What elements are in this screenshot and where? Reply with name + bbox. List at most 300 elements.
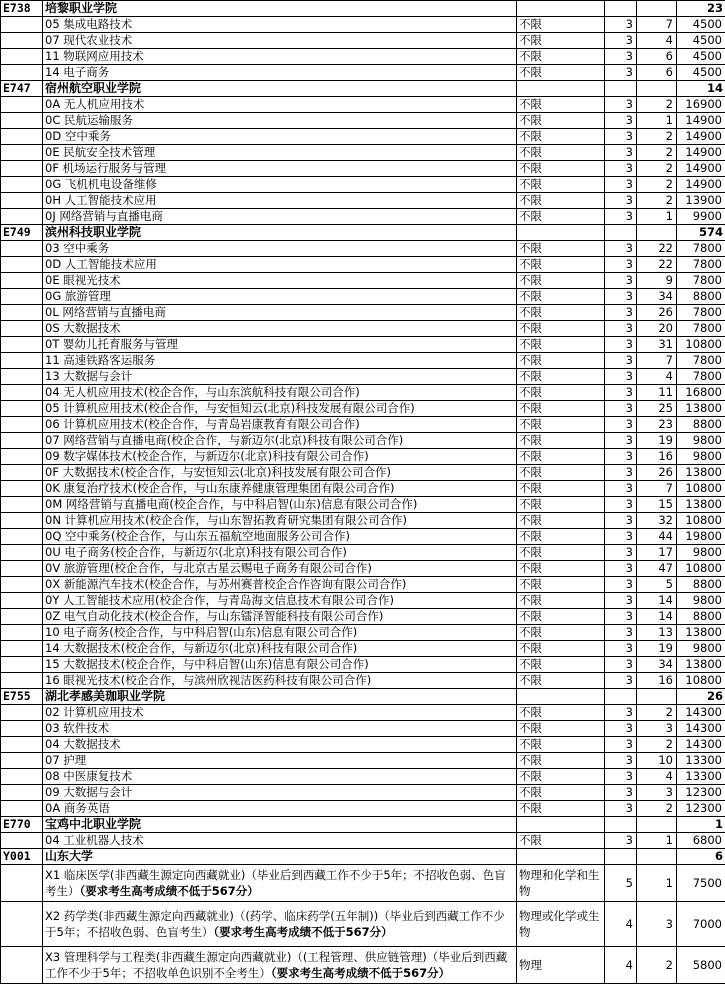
major-name: 14 大数据技术(校企合作，与新迈尔(北京)科技有限公司合作) xyxy=(43,641,517,657)
study-years: 3 xyxy=(605,721,637,737)
major-row xyxy=(1,609,725,625)
major-row xyxy=(1,529,725,545)
school-code: E738 xyxy=(1,1,43,17)
plan-count: 3 xyxy=(637,902,677,947)
major-name: X1 临床医学(非西藏生源定向西藏就业)（毕业后到西藏工作不少于5年；不招收色弱、色盲考生） xyxy=(45,868,506,898)
plan-count: 20 xyxy=(637,321,677,337)
subject-requirement: 不限 xyxy=(517,593,605,609)
major-code-blank xyxy=(1,145,43,161)
major-name: 09 大数据与会计 xyxy=(43,785,517,801)
tuition-fee: 9800 xyxy=(677,433,725,449)
major-code-blank xyxy=(1,33,43,49)
school-total: 574 xyxy=(677,225,725,241)
study-years: 3 xyxy=(605,17,637,33)
major-row xyxy=(1,33,725,49)
plan-count: 13 xyxy=(637,625,677,641)
major-row xyxy=(1,673,725,689)
tuition-fee: 10800 xyxy=(677,481,725,497)
major-name: 04 大数据技术 xyxy=(43,737,517,753)
school-row xyxy=(1,849,725,865)
major-name-cell xyxy=(43,865,517,902)
school-years-blank xyxy=(605,81,637,97)
major-code-blank xyxy=(1,561,43,577)
subject-requirement: 不限 xyxy=(517,481,605,497)
major-code-blank xyxy=(1,337,43,353)
tuition-fee: 7800 xyxy=(677,369,725,385)
major-name: 0E 民航安全技术管理 xyxy=(43,145,517,161)
study-years: 3 xyxy=(605,785,637,801)
plan-count: 7 xyxy=(637,481,677,497)
major-name: 03 软件技术 xyxy=(43,721,517,737)
major-row xyxy=(1,177,725,193)
major-row xyxy=(1,865,725,902)
major-row xyxy=(1,625,725,641)
plan-count: 19 xyxy=(637,433,677,449)
plan-count: 6 xyxy=(637,65,677,81)
major-name: 0Q 空中乘务(校企合作，与山东五福航空地面服务公司合作) xyxy=(43,529,517,545)
plan-count: 25 xyxy=(637,401,677,417)
plan-count: 17 xyxy=(637,545,677,561)
subject-requirement: 不限 xyxy=(517,337,605,353)
major-name: 0F 机场运行服务与管理 xyxy=(43,161,517,177)
major-name: 0T 婴幼儿托育服务与管理 xyxy=(43,337,517,353)
study-years: 3 xyxy=(605,449,637,465)
plan-count: 2 xyxy=(637,177,677,193)
major-name-cell xyxy=(43,902,517,947)
subject-requirement: 不限 xyxy=(517,769,605,785)
tuition-fee: 9900 xyxy=(677,209,725,225)
tuition-fee: 12300 xyxy=(677,785,725,801)
major-row xyxy=(1,947,725,984)
study-years: 3 xyxy=(605,209,637,225)
major-code-blank xyxy=(1,721,43,737)
study-years: 3 xyxy=(605,401,637,417)
major-row xyxy=(1,465,725,481)
plan-count: 3 xyxy=(637,785,677,801)
subject-requirement: 不限 xyxy=(517,193,605,209)
study-years: 3 xyxy=(605,353,637,369)
study-years: 3 xyxy=(605,145,637,161)
study-years: 3 xyxy=(605,113,637,129)
subject-requirement: 不限 xyxy=(517,449,605,465)
tuition-fee: 16800 xyxy=(677,385,725,401)
school-code: E749 xyxy=(1,225,43,241)
school-name: 培黎职业学院 xyxy=(43,1,517,17)
study-years: 3 xyxy=(605,257,637,273)
tuition-fee: 8800 xyxy=(677,577,725,593)
school-name: 宝鸡中北职业学院 xyxy=(43,817,517,833)
plan-count: 4 xyxy=(637,369,677,385)
tuition-fee: 14900 xyxy=(677,113,725,129)
major-code-blank xyxy=(1,161,43,177)
tuition-fee: 14900 xyxy=(677,145,725,161)
plan-count: 44 xyxy=(637,529,677,545)
school-row xyxy=(1,81,725,97)
major-row xyxy=(1,705,725,721)
tuition-fee: 13900 xyxy=(677,193,725,209)
subject-requirement: 物理和化学和生物 xyxy=(517,865,605,902)
major-name: 0G 旅游管理 xyxy=(43,289,517,305)
study-years: 3 xyxy=(605,65,637,81)
major-code-blank xyxy=(1,193,43,209)
study-years: 3 xyxy=(605,273,637,289)
major-code-blank xyxy=(1,785,43,801)
study-years: 3 xyxy=(605,513,637,529)
major-code-blank xyxy=(1,113,43,129)
major-name: 0G 飞机机电设备维修 xyxy=(43,177,517,193)
major-name: 0N 计算机应用技术(校企合作，与山东智拓教育研究集团有限公司合作) xyxy=(43,513,517,529)
major-code-blank xyxy=(1,305,43,321)
subject-requirement: 不限 xyxy=(517,417,605,433)
study-years: 3 xyxy=(605,433,637,449)
major-code-blank xyxy=(1,177,43,193)
major-code-blank xyxy=(1,737,43,753)
school-code: Y001 xyxy=(1,849,43,865)
study-years: 3 xyxy=(605,609,637,625)
major-name: 08 中医康复技术 xyxy=(43,769,517,785)
major-name: 0F 大数据技术(校企合作，与安恒知云(北京)科技发展有限公司合作) xyxy=(43,465,517,481)
tuition-fee: 7800 xyxy=(677,273,725,289)
major-code-blank xyxy=(1,17,43,33)
school-years-blank xyxy=(605,849,637,865)
plan-count: 10 xyxy=(637,753,677,769)
major-code-blank xyxy=(1,353,43,369)
major-name: 09 数字媒体技术(校企合作，与新迈尔(北京)科技有限公司合作) xyxy=(43,449,517,465)
plan-count: 1 xyxy=(637,209,677,225)
major-code-blank xyxy=(1,545,43,561)
study-years: 3 xyxy=(605,625,637,641)
major-name: 04 无人机应用技术(校企合作，与山东滨航科技有限公司合作) xyxy=(43,385,517,401)
subject-requirement: 不限 xyxy=(517,273,605,289)
school-row xyxy=(1,689,725,705)
plan-count: 15 xyxy=(637,497,677,513)
plan-count: 2 xyxy=(637,129,677,145)
subject-requirement: 不限 xyxy=(517,513,605,529)
major-code-blank xyxy=(1,609,43,625)
study-years: 3 xyxy=(605,417,637,433)
subject-requirement: 不限 xyxy=(517,801,605,817)
major-row xyxy=(1,209,725,225)
major-code-blank xyxy=(1,529,43,545)
study-years: 3 xyxy=(605,129,637,145)
subject-requirement: 不限 xyxy=(517,721,605,737)
school-total: 23 xyxy=(677,1,725,17)
major-name: 0D 人工智能技术应用 xyxy=(43,257,517,273)
plan-count: 1 xyxy=(637,865,677,902)
major-code-blank xyxy=(1,49,43,65)
study-years: 3 xyxy=(605,321,637,337)
plan-count: 2 xyxy=(637,193,677,209)
school-years-blank xyxy=(605,225,637,241)
subject-requirement: 不限 xyxy=(517,65,605,81)
tuition-fee: 16900 xyxy=(677,97,725,113)
major-row xyxy=(1,369,725,385)
study-years: 3 xyxy=(605,97,637,113)
plan-count: 22 xyxy=(637,257,677,273)
subject-requirement: 不限 xyxy=(517,785,605,801)
plan-count: 2 xyxy=(637,947,677,984)
study-years: 3 xyxy=(605,369,637,385)
major-code-blank xyxy=(1,369,43,385)
subject-requirement: 不限 xyxy=(517,705,605,721)
tuition-fee: 9800 xyxy=(677,449,725,465)
major-row xyxy=(1,449,725,465)
plan-count: 1 xyxy=(637,833,677,849)
study-years: 3 xyxy=(605,497,637,513)
school-plan-blank xyxy=(637,1,677,17)
subject-requirement: 不限 xyxy=(517,257,605,273)
subject-requirement: 不限 xyxy=(517,753,605,769)
tuition-fee: 8800 xyxy=(677,417,725,433)
major-name: 13 大数据与会计 xyxy=(43,369,517,385)
subject-requirement: 不限 xyxy=(517,177,605,193)
plan-count: 14 xyxy=(637,593,677,609)
major-name: 05 集成电路技术 xyxy=(43,17,517,33)
major-name: 0V 旅游管理(校企合作，与北京古星云赐电子商务有限公司合作) xyxy=(43,561,517,577)
plan-count: 2 xyxy=(637,145,677,161)
major-row xyxy=(1,577,725,593)
tuition-fee: 8800 xyxy=(677,289,725,305)
major-code-blank xyxy=(1,289,43,305)
subject-requirement: 不限 xyxy=(517,561,605,577)
plan-count: 2 xyxy=(637,737,677,753)
study-years: 4 xyxy=(605,947,637,984)
plan-count: 22 xyxy=(637,241,677,257)
major-code-blank xyxy=(1,593,43,609)
major-name: X3 管理科学与工程类(非西藏生源定向西藏就业)（(工程管理、供应链管理)（毕业后到西藏工作不少于5年；不招收单色识别不全考生） xyxy=(45,950,508,980)
tuition-fee: 7800 xyxy=(677,353,725,369)
major-name: 0M 网络营销与直播电商(校企合作，与中科启智(山东)信息有限公司合作) xyxy=(43,497,517,513)
school-plan-blank xyxy=(637,817,677,833)
school-req-blank xyxy=(517,225,605,241)
major-row xyxy=(1,657,725,673)
study-years: 3 xyxy=(605,833,637,849)
subject-requirement: 不限 xyxy=(517,833,605,849)
study-years: 3 xyxy=(605,49,637,65)
major-name: 16 眼视光技术(校企合作，与滨州欣视洁医药科技有限公司合作) xyxy=(43,673,517,689)
major-code-blank xyxy=(1,625,43,641)
school-code: E770 xyxy=(1,817,43,833)
major-row xyxy=(1,401,725,417)
study-years: 3 xyxy=(605,657,637,673)
major-code-blank xyxy=(1,321,43,337)
major-row xyxy=(1,545,725,561)
tuition-fee: 13800 xyxy=(677,497,725,513)
plan-count: 5 xyxy=(637,577,677,593)
school-name: 宿州航空职业学院 xyxy=(43,81,517,97)
subject-requirement: 不限 xyxy=(517,497,605,513)
major-row xyxy=(1,145,725,161)
tuition-fee: 14900 xyxy=(677,177,725,193)
school-name: 山东大学 xyxy=(43,849,517,865)
subject-requirement: 不限 xyxy=(517,129,605,145)
major-code-blank xyxy=(1,769,43,785)
study-years: 3 xyxy=(605,529,637,545)
study-years: 3 xyxy=(605,33,637,49)
subject-requirement: 不限 xyxy=(517,369,605,385)
plan-count: 1 xyxy=(637,113,677,129)
school-total: 26 xyxy=(677,689,725,705)
major-name: 0A 商务英语 xyxy=(43,801,517,817)
plan-count: 2 xyxy=(637,705,677,721)
major-name: 07 现代农业技术 xyxy=(43,33,517,49)
school-req-blank xyxy=(517,81,605,97)
subject-requirement: 不限 xyxy=(517,385,605,401)
major-name: 0L 网络营销与直播电商 xyxy=(43,305,517,321)
major-code-blank xyxy=(1,801,43,817)
major-name: 0K 康复治疗技术(校企合作，与山东康养健康管理集团有限公司合作) xyxy=(43,481,517,497)
school-req-blank xyxy=(517,689,605,705)
plan-count: 31 xyxy=(637,337,677,353)
tuition-fee: 9800 xyxy=(677,545,725,561)
tuition-fee: 14300 xyxy=(677,737,725,753)
major-name: 0U 电子商务(校企合作，与新迈尔(北京)科技有限公司合作) xyxy=(43,545,517,561)
plan-count: 14 xyxy=(637,609,677,625)
tuition-fee: 10800 xyxy=(677,561,725,577)
major-row xyxy=(1,833,725,849)
tuition-fee: 14900 xyxy=(677,161,725,177)
school-total: 1 xyxy=(677,817,725,833)
plan-count: 34 xyxy=(637,657,677,673)
subject-requirement: 不限 xyxy=(517,673,605,689)
major-name: 07 网络营销与直播电商(校企合作，与新迈尔(北京)科技有限公司合作) xyxy=(43,433,517,449)
school-years-blank xyxy=(605,1,637,17)
major-row xyxy=(1,321,725,337)
study-years: 3 xyxy=(605,193,637,209)
study-years: 3 xyxy=(605,561,637,577)
major-name: 07 护理 xyxy=(43,753,517,769)
major-name: 0E 眼视光技术 xyxy=(43,273,517,289)
subject-requirement: 不限 xyxy=(517,609,605,625)
major-row xyxy=(1,193,725,209)
major-row xyxy=(1,801,725,817)
subject-requirement: 不限 xyxy=(517,433,605,449)
major-name: 02 计算机应用技术 xyxy=(43,705,517,721)
subject-requirement: 不限 xyxy=(517,625,605,641)
tuition-fee: 4500 xyxy=(677,17,725,33)
study-years: 3 xyxy=(605,241,637,257)
subject-requirement: 不限 xyxy=(517,17,605,33)
plan-count: 11 xyxy=(637,385,677,401)
major-name-cell xyxy=(43,947,517,984)
major-name: 15 大数据技术(校企合作，与中科启智(山东)信息有限公司合作) xyxy=(43,657,517,673)
study-years: 3 xyxy=(605,177,637,193)
major-code-blank xyxy=(1,753,43,769)
major-row xyxy=(1,273,725,289)
major-code-blank xyxy=(1,433,43,449)
tuition-fee: 13300 xyxy=(677,769,725,785)
plan-count: 2 xyxy=(637,161,677,177)
major-row xyxy=(1,721,725,737)
major-name: 0C 民航运输服务 xyxy=(43,113,517,129)
major-row xyxy=(1,497,725,513)
major-row xyxy=(1,641,725,657)
school-req-blank xyxy=(517,849,605,865)
tuition-fee: 5800 xyxy=(677,947,725,984)
school-name: 滨州科技职业学院 xyxy=(43,225,517,241)
major-code-blank xyxy=(1,705,43,721)
study-years: 3 xyxy=(605,337,637,353)
subject-requirement: 不限 xyxy=(517,529,605,545)
major-code-blank xyxy=(1,273,43,289)
study-years: 3 xyxy=(605,289,637,305)
tuition-fee: 8800 xyxy=(677,609,725,625)
plan-count: 34 xyxy=(637,289,677,305)
major-row xyxy=(1,433,725,449)
major-name: 06 计算机应用技术(校企合作，与青岛岩康教育有限公司合作) xyxy=(43,417,517,433)
study-years: 3 xyxy=(605,481,637,497)
tuition-fee: 4500 xyxy=(677,65,725,81)
study-years: 3 xyxy=(605,305,637,321)
plan-count: 4 xyxy=(637,33,677,49)
school-total: 6 xyxy=(677,849,725,865)
school-plan-blank xyxy=(637,225,677,241)
tuition-fee: 7000 xyxy=(677,902,725,947)
subject-requirement: 不限 xyxy=(517,305,605,321)
major-name: 0X 新能源汽车技术(校企合作，与苏州赛普校企合作咨询有限公司合作) xyxy=(43,577,517,593)
plan-count: 16 xyxy=(637,673,677,689)
school-plan-blank xyxy=(637,689,677,705)
score-requirement-note: （要求考生高考成绩不低于567分） xyxy=(270,966,451,980)
major-code-blank xyxy=(1,577,43,593)
major-code-blank xyxy=(1,833,43,849)
study-years: 3 xyxy=(605,593,637,609)
subject-requirement: 不限 xyxy=(517,145,605,161)
major-code-blank xyxy=(1,513,43,529)
major-code-blank xyxy=(1,65,43,81)
major-name: 0D 空中乘务 xyxy=(43,129,517,145)
major-row xyxy=(1,902,725,947)
plan-count: 9 xyxy=(637,273,677,289)
subject-requirement: 不限 xyxy=(517,641,605,657)
school-years-blank xyxy=(605,689,637,705)
plan-count: 2 xyxy=(637,97,677,113)
major-row xyxy=(1,785,725,801)
major-row xyxy=(1,737,725,753)
major-code-blank xyxy=(1,465,43,481)
major-name: 0A 无人机应用技术 xyxy=(43,97,517,113)
tuition-fee: 9800 xyxy=(677,593,725,609)
subject-requirement: 不限 xyxy=(517,353,605,369)
major-code-blank xyxy=(1,241,43,257)
plan-count: 26 xyxy=(637,465,677,481)
plan-count: 7 xyxy=(637,353,677,369)
major-code-blank xyxy=(1,385,43,401)
subject-requirement: 不限 xyxy=(517,241,605,257)
study-years: 5 xyxy=(605,865,637,902)
major-code-blank xyxy=(1,481,43,497)
tuition-fee: 14300 xyxy=(677,705,725,721)
tuition-fee: 13300 xyxy=(677,753,725,769)
study-years: 3 xyxy=(605,737,637,753)
major-row xyxy=(1,289,725,305)
plan-count: 7 xyxy=(637,17,677,33)
school-code: E755 xyxy=(1,689,43,705)
major-code-blank xyxy=(1,417,43,433)
tuition-fee: 14900 xyxy=(677,129,725,145)
major-name: 0S 大数据技术 xyxy=(43,321,517,337)
subject-requirement: 不限 xyxy=(517,321,605,337)
major-code-blank xyxy=(1,129,43,145)
plan-count: 47 xyxy=(637,561,677,577)
subject-requirement: 不限 xyxy=(517,465,605,481)
plan-count: 32 xyxy=(637,513,677,529)
school-plan-blank xyxy=(637,849,677,865)
tuition-fee: 7800 xyxy=(677,305,725,321)
tuition-fee: 10800 xyxy=(677,513,725,529)
major-name: 14 电子商务 xyxy=(43,65,517,81)
tuition-fee: 10800 xyxy=(677,673,725,689)
